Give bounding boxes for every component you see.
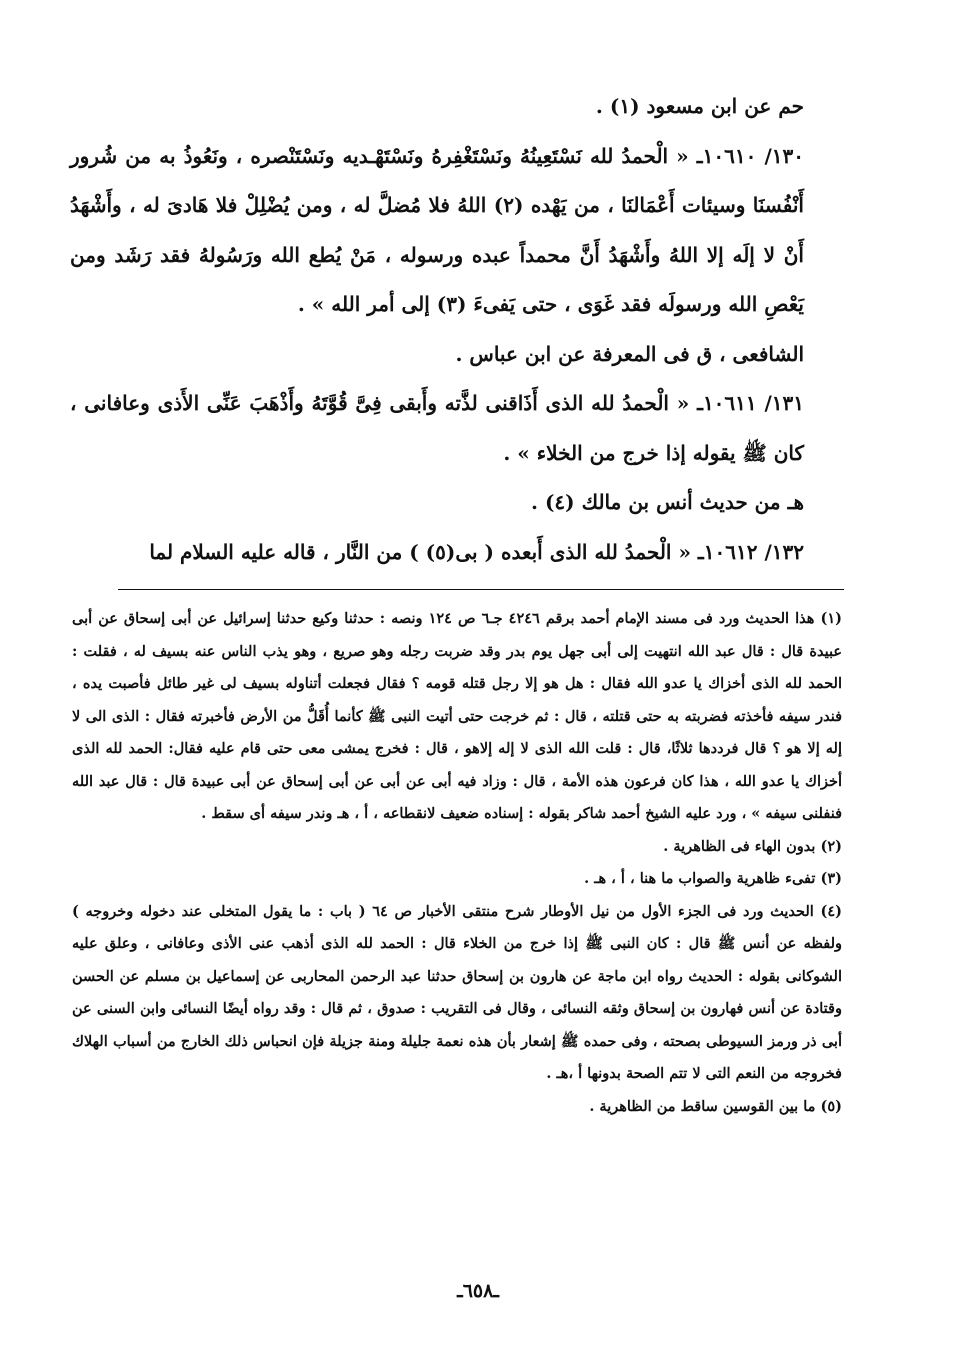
footnote-4: (٤) الحديث ورد فى الجزء الأول من نيل الأوطار شرح منتقى الأخبار ص ٦٤ ( باب : ما يقول المتخلى عند دخوله وخروجه ) ولفظه عن أنس ﷺ قال : كان النبى ﷺ إذا خرج من الخلاء قال : الحمد لله الذى أذهب عنى الأذى وعافانى ، وعلق عليه الشوكانى بقوله : الحديث رواه ابن ماجة عن هارون بن إسحاق حدثنا عبد الرحمن المحاربى عن إسماعيل بن مسلم عن الحسن وقتادة عن أنس فهارون بن إسحاق وثقه النسائى ، وقال فى التقريب : صدوق ، ثم قال : وقد رواه أيضًا النسائى وابن السنى عن أبى ذر ورمز السيوطى بصحته ، وفى حمده ﷺ إشعار بأن هذه نعمة جليلة ومنة جزيلة فإن انحباس ذلك الخارج من أسباب الهلاك فخروجه من النعم التى لا تتم الصحة بدونها أ ،هـ .: [72, 902, 842, 1082]
footnote-3: (٣) تفىء ظاهرية والصواب ما هنا ، أ ، هـ .: [584, 870, 842, 887]
main-text: [70, 82, 838, 577]
footnote-2: (٢) بدون الهاء فى الظاهرية .: [663, 837, 842, 855]
hadith-132: ١٣٢/ ١٠٦١٢ـ « الْحمدُ لله الذى أَبعده ( بى(٥) ) من النَّار ، قاله عليه السلام لما: [149, 539, 804, 564]
source-line-continuation: حم عن ابن مسعود (١) .: [595, 94, 804, 118]
hadith-131: ١٣١/ ١٠٦١١ـ « الْحمدُ لله الذى أَذَاقنى لذَّته وأَبقى فِىَّ قُوَّتَهُ وأَذْهَبَ عَنِّى الأَذى وعافانى ، كان ﷺ يقوله إذا خرج من الخلاء » .: [70, 391, 804, 465]
footnote-5: (٥) ما بين القوسين ساقط من الظاهرية .: [589, 1097, 842, 1115]
footnotes: [72, 603, 842, 1123]
page-number: ـ٦٥٨ـ: [457, 1280, 499, 1302]
hadith-131-source: هـ من حديث أنس بن مالك (٤) .: [531, 490, 804, 514]
footnote-divider: [118, 589, 844, 590]
hadith-130: ١٣٠/ ١٠٦١٠ـ « الْحمدُ لله نَسْتَعِينُهُ ونَسْتَغْفِرهُ ونَسْتَهْـديه ونَسْتَنْصره ، ونَعُوذُ به من شُرور أَنْفُسنَا وسيئات أَعْمَالنَا ، من يَهْده (٢) اللهُ فلا مُضلَّ له ، ومن يُضْلِلْ فلا هَادىَ له ، وأَشْهَدُ أَنْ لا إلَه إلا اللهُ وأَشْهَدُ أَنَّ محمداً عبده ورسوله ، مَنْ يُطع الله ورَسُولهُ فقد رَشَد ومن يَعْصِ الله ورسولَه فقد غَوَى ، حتى يَفىءَ (٣) إلى أمر الله » .: [70, 143, 804, 316]
hadith-130-source: الشافعى ، ق فى المعرفة عن ابن عباس .: [455, 341, 804, 366]
footnote-1: (١) هذا الحديث ورد فى مسند الإمام أحمد برقم ٤٢٤٦ جـ٦ ص ١٢٤ ونصه : حدثنا وكيع حدثنا إسرائيل عن أبى إسحاق عن أبى عبيدة قال : قال عبد الله انتهيت إلى أبى جهل يوم بدر وقد ضربت رجله وهو صريع ، وهو يذب الناس عنه بسيف له ، فقلت : الحمد لله الذى أخزاك يا عدو الله فقال : هل هو إلا رجل قتله قومه ؟ فقال فجعلت أتناوله بسيف لى غير طائل فأصبت يده ، فندر سيفه فأخذته فضربته به حتى قتلته ، قال : ثم خرجت حتى أتيت النبى ﷺ كأنما أُقَلُّ من الأرض فأخبرته فقال : الذى الى لا إله إلا هو ؟ قال فرددها ثلاثًا، قال : قلت الله الذى لا إله إلاهو ، قال : فخرج يمشى معى حتى قام عليه فقال: الحمد لله الذى أخزاك يا عدو الله ، هذا كان فرعون هذه الأمة ، قال : وزاد فيه أبى عن أبى عن أبى إسحاق عن أبى عبيدة قال : قال عبد الله فنفلنى سيفه » ، ورد عليه الشيخ أحمد شاكر بقوله : إسناده ضعيف لانقطاعه ، أ ، هـ وندر سيفه أى سقط .: [72, 610, 842, 822]
